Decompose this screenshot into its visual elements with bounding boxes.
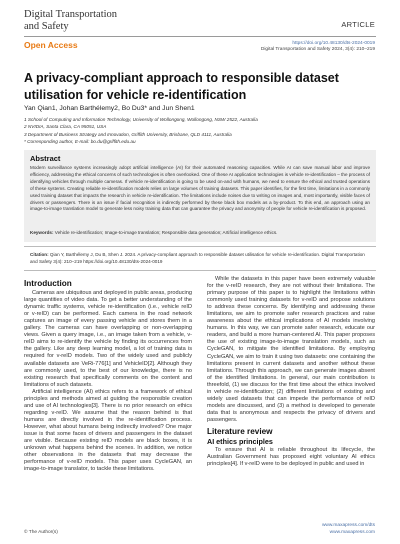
article-title: A privacy-compliant approach to responsible dataset utilisation for vehicle re-identification [24, 71, 339, 102]
author-list: Yan Qian1, Johan Barthélemy2, Bo Du3* and Jun Shen1 [24, 105, 195, 112]
citation-divider-bottom [24, 270, 376, 271]
copyright-notice: © The Author(s) [24, 530, 58, 535]
intro-paragraph-2: Artificial intelligence (AI) ethics refers to a framework of ethical principles and methods aimed at guiding the responsible creation and use of AI technologies[3]. There is no prior research on ethics regarding v-reID. We assume that the reason behind is that humans are directly involved in the re-identification process. However, what about humans being indirectly involved? One major issue is that some faces of drivers and passengers in the dataset are visible. Because existing reID models are black boxes, it is unknown what happens behind the scenes. In addition, we notice other observations in the datasets that may decrease the performance of v-reID models. This paper uses CycleGAN, an image-to-image translator, to tackle these limitations. [24, 388, 192, 473]
affiliation-3: 3 Department of Business Strategy and Innovation, Griffith University, Brisbane, QLD 4111, Australia [24, 131, 232, 137]
ai-ethics-paragraph: To ensure that AI is reliable throughout its lifecycle, the Australian Government has proposed eight voluntary AI ethics principles[4]. If v-reID were to be deployed in public and used in [207, 447, 375, 468]
footer-links [322, 522, 375, 536]
literature-review-heading: Literature review [207, 426, 273, 436]
affiliation-1: 1 School of Computing and Information Technology, University of Wollongong, Wollongong, NSW 2522, Australia [24, 117, 258, 122]
journal-name [24, 9, 117, 33]
journal-name-line2: and Safety [24, 21, 69, 32]
footer-link-dts[interactable]: www.maxapress.com/dts [321, 523, 375, 528]
affiliation-2: 2 NVIDIA, Santa Clara, CA 95051, USA [24, 124, 107, 130]
ai-ethics-heading: AI ethics principles [207, 437, 273, 447]
affiliations [24, 116, 258, 146]
keywords-text: Vehicle re-identification; Image-to-image translation; Responsible data generation; Artificial intelligence ethics. [54, 230, 278, 235]
corresponding-author: * Corresponding author, E-mail: bo.du@griffith.edu.au [24, 139, 136, 145]
abstract-text: Modern surveillance systems increasingly adopt artificial intelligence (AI) for their automated reasoning capacities. While AI can save manual labor and improve efficiency, addressing the ethical concerns of such technologies is often overlooked. One of these AI application technologies is vehicle re-identification – the process of identifying vehicles through multiple cameras. If vehicle re-identification is going to be used on-and with humans, we need to ensure the ethical and trusted operations of these systems. Creating reliable re-identification models relies on large volumes of training datasets. This paper identifies, for the first time, limitations in a commonly used training dataset that impacts the research in vehicle re-identification. The limitations include noises due to writing on images and, most importantly, visible faces of drivers or passengers. There is an issue if facial recognition is indirectly performed by these black box models as a by-product. To this end, an approach using an image-to-image translation model to generate less noisy training data that can guarantee the privacy and anonymity of people for vehicle re-identification is proposed. [30, 165, 370, 212]
article-type-label: ARTICLE [341, 20, 375, 29]
citation-label: Citation: [30, 252, 49, 257]
intro-paragraph-1: Cameras are ubiquitous and deployed in public areas, producing large quantities of video data. To get a better understanding of the dynamic traffic systems, vehicle re-identification (i.e., vehicle reID or v-reID) can be performed. Each camera in the road network captures an image of every passing vehicle and stores them in a gallery. The cameras can have overlapping or non-overlapping views. Given a query image, i.e., an image taken from a vehicle, v-reID aims to re-identify the vehicle by finding its occurrences from the gallery. Like any deep learning model, a lot of training data is required for v-reID models. Two of the widely used and publicly available datasets are VeRi-776[1] and VehicleID[2]. Although they are commonly used, to the best of our knowledge, there is no existing research that specifically comments on the content and limitations of such datasets. [24, 290, 192, 388]
citation-divider-top [24, 246, 376, 247]
header-divider [24, 36, 376, 37]
citation-text: Qian Y, Barthélemy J, Du B, Shen J. 2024. A privacy-compliant approach to responsible dataset utilisation for vehicle re-identification. Digital Transportation and Safety 3(4): 210−219 https://doi.org/10.48130/dts-2024-0019 [30, 252, 365, 264]
citation-block [30, 252, 370, 266]
right-column [207, 276, 375, 468]
left-column [24, 276, 192, 473]
abstract-heading: Abstract [30, 154, 61, 163]
introduction-heading: Introduction [24, 279, 72, 288]
open-access-label: Open Access [24, 40, 78, 50]
doi-link[interactable]: https://doi.org/10.48130/dts-2024-0019 [292, 41, 375, 46]
journal-name-line1: Digital Transportation [24, 9, 118, 20]
footer-link-maxapress[interactable]: www.maxapress.com [329, 530, 375, 535]
keywords-label: Keywords: [30, 230, 54, 235]
journal-issue-line: Digital Transportation and Safety 2024, 3(4): 210–219 [260, 47, 375, 52]
keywords [30, 230, 370, 235]
intro-paragraph-3: While the datasets in this paper have been extremely valuable for the v-reID research, they are not without their limitations. The primary purpose of this paper is to highlight the limitations within commonly used training datasets for v-reID and propose solutions to address these concerns. By identifying and addressing these limitations, we aim to promote safer research practices and raise awareness about the ethical implications of AI models involving humans. In this way, we can promote safer research, educate our readers, and build a more human-centered AI. This paper proposes the use of existing image-to-image translation models, such as CycleGAN, to mitigate the identified limitations. By employing CycleGAN, we aim to train it using two datasets: one containing the limitations present in current datasets and another without these limitations. Through this approach, we can generate images absent of the identified limitations. In general, our main contribution is threefold, (1) we discuss for the first time about the ethics involved in vehicle re-identification; (2) different limitations of existing and widely used datasets that can impede the performance of reID models are discussed, and (3) a method is developed to generate data that is anonymous and respects the privacy of drivers and passengers. [207, 276, 375, 423]
